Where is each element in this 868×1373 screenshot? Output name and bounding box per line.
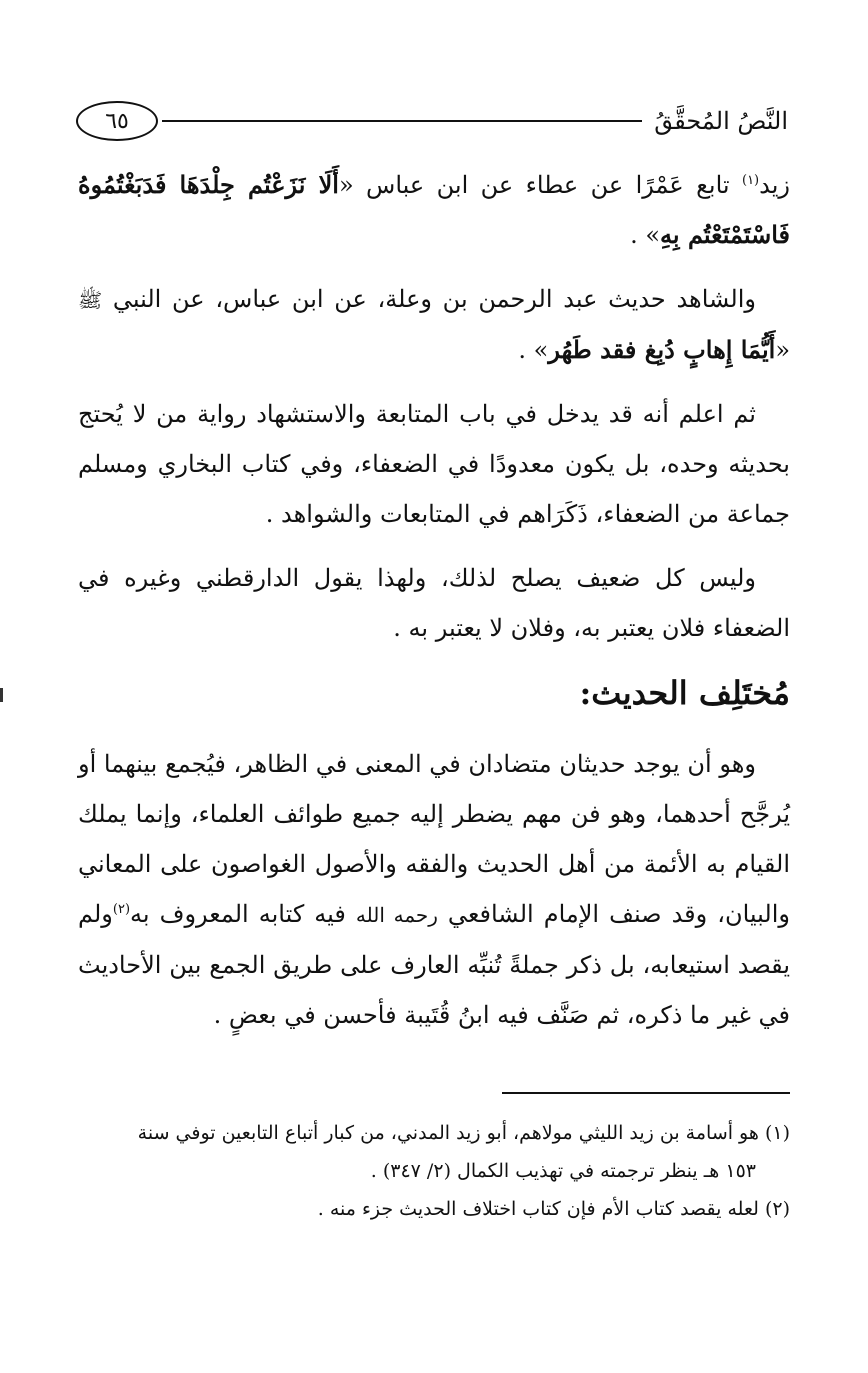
footnote-text: هو أسامة بن زيد الليثي مولاهم، أبو زيد المدني، من كبار أتباع التابعين توفي سنة xyxy=(137,1122,765,1144)
text-segment: « xyxy=(775,336,790,364)
paragraph-2 xyxy=(78,274,790,375)
page-number: ٦٥ xyxy=(76,101,158,141)
paragraph-3: ثم اعلم أنه قد يدخل في باب المتابعة والاستشهاد رواية من لا يُحتج بحديثه وحده، بل يكون معدودًا في الضعفاء، وفي كتاب البخاري ومسلم جماعة من الضعفاء، ذَكَرَاهم في المتابعات والشواهد . xyxy=(78,400,790,528)
footnote-marker: (٢) xyxy=(764,1198,790,1220)
text-segment: » . xyxy=(518,336,549,364)
paragraph-4: وليس كل ضعيف يصلح لذلك، ولهذا يقول الدارقطني وغيره في الضعفاء فلان يعتبر به، وفلان لا يعتبر به . xyxy=(78,564,790,642)
text-segment: زيد xyxy=(759,171,790,199)
text-segment: » . xyxy=(630,221,661,249)
text-segment: فيه كتابه المعروف به xyxy=(130,900,356,928)
main-text xyxy=(78,160,790,1054)
paragraph-1 xyxy=(78,160,790,260)
footnotes xyxy=(78,1114,790,1228)
footnote-text: لعله يقصد كتاب الأم فإن كتاب اختلاف الحديث جزء منه . xyxy=(317,1198,765,1220)
footnote-1 xyxy=(78,1114,790,1152)
footnote-ref-2[interactable]: (٢) xyxy=(112,902,131,917)
paragraph-5 xyxy=(78,739,790,1040)
header-rule xyxy=(162,120,642,122)
hadith-quote: أَلَا نَزَعْتُم جِلْدَهَا فَدَبَغْتُمُوهُ فَاسْتَمْتَعْتُم بِهِ xyxy=(78,170,790,249)
footnote-ref-1[interactable]: (١) xyxy=(741,173,760,188)
section-heading: مُختَلِف الحديث: xyxy=(579,674,790,712)
footnote-marker: (١) xyxy=(764,1122,790,1144)
honorific-ligature: ﷺ xyxy=(78,288,103,312)
margin-mark xyxy=(0,688,3,702)
page-header xyxy=(76,96,788,146)
footnote-separator xyxy=(502,1092,790,1094)
text-segment: وهو أن يوجد حديثان متضادان في المعنى في الظاهر، فيُجمع بينهما أو يُرجَّح أحدهما، وهو فن مهم يضطر إليه جميع طوائف العلماء، وإنما يملك القيام به الأئمة من أهل الحديث والفقه والأصول الغواصون على المعاني والبيان، وقد صنف الإمام الشافعي xyxy=(78,750,791,928)
hadith-quote: أَيُّمَا إِهابٍ دُبِغ فقد طَهُر xyxy=(548,335,776,364)
honorific-ligature: رحمه الله xyxy=(355,903,438,927)
footnote-1-continuation: ١٥٣ هـ ينظر ترجمته في تهذيب الكمال (٢/ ٣٤٧) . xyxy=(370,1160,756,1182)
text-segment: والشاهد حديث عبد الرحمن بن وعلة، عن ابن عباس، عن النبي xyxy=(102,285,756,313)
footnote-2 xyxy=(78,1190,790,1228)
text-segment: ولم يقصد استيعابه، بل ذكر جملةً تُنبِّه العارف على طريق الجمع بين الأحاديث في غير ما ذكره، ثم صَنَّف فيه ابنُ قُتَيبة فأحسن في بعضٍ . xyxy=(78,900,790,1029)
running-title: النَّصُ المُحقَّقُ xyxy=(654,107,788,135)
text-segment: تابع عَمْرًا عن عطاء عن ابن عباس « xyxy=(338,171,742,199)
